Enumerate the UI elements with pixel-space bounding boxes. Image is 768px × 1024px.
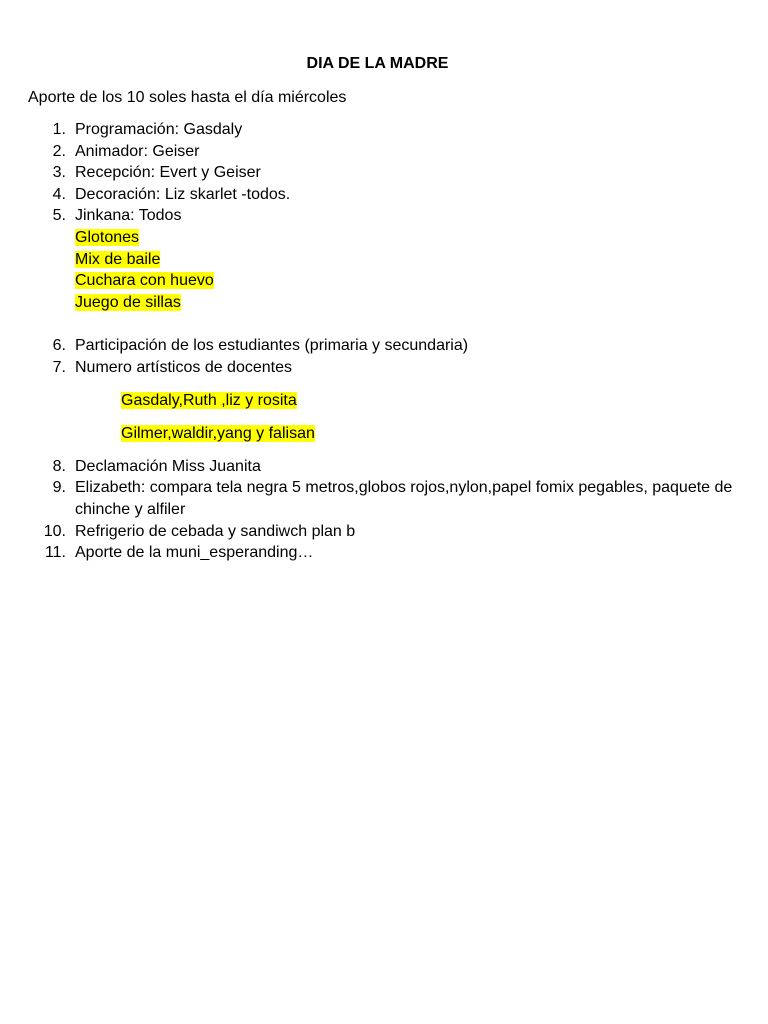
docentes-group (0, 423, 768, 445)
list-item (0, 119, 768, 141)
highlighted-text: Juego de sillas (75, 293, 181, 311)
page-title: DIA DE LA MADRE (306, 55, 449, 72)
list-item (0, 162, 768, 184)
list-item-text: Recepción: Evert y Geiser (75, 164, 261, 182)
list-number: 1. (52, 121, 66, 138)
highlighted-text: Mix de baile (75, 250, 161, 268)
task-list (0, 119, 768, 564)
list-item (0, 205, 768, 227)
highlighted-text: Gilmer,waldir,yang y falisan (121, 425, 315, 443)
list-number: 8. (52, 457, 66, 475)
list-number: 7. (52, 358, 66, 376)
list-number: 4. (52, 185, 66, 203)
list-item-text: Elizabeth: compara tela negra 5 metros,globos rojos,nylon,papel fomix pegables, paquete de chinche y alfiler (75, 479, 733, 518)
docentes-group (0, 390, 768, 412)
list-item-text: Aporte de la muni_esperanding… (75, 544, 314, 562)
list-item (0, 521, 768, 543)
spacer (0, 313, 768, 335)
list-number: 6. (52, 337, 66, 355)
list-item-text: Jinkana: Todos (75, 207, 182, 225)
list-item-text: Declamación Miss Juanita (75, 457, 261, 475)
list-item-text: Refrigerio de cebada y sandiwch plan b (75, 522, 356, 540)
list-item-text: Decoración: Liz skarlet -todos. (75, 185, 291, 203)
intro-text: Aporte de los 10 soles hasta el día miércoles (28, 89, 347, 106)
list-number: 11. (44, 544, 66, 562)
list-number: 3. (52, 164, 66, 182)
jinkana-game (0, 227, 768, 249)
list-item (0, 542, 768, 564)
list-item (0, 335, 768, 357)
list-number: 10. (43, 522, 66, 540)
highlighted-text: Cuchara con huevo (75, 272, 214, 290)
list-item-text: Animador: Geiser (75, 142, 200, 160)
list-item-text: Programación: Gasdaly (75, 121, 243, 138)
highlighted-text: Glotones (75, 228, 140, 246)
list-item (0, 141, 768, 163)
jinkana-game (0, 292, 768, 314)
list-item (0, 357, 768, 379)
highlighted-text: Gasdaly,Ruth ,liz y rosita (121, 391, 297, 409)
list-item-text: Participación de los estudiantes (primaria y secundaria) (75, 337, 469, 355)
jinkana-game (0, 249, 768, 271)
list-item (0, 184, 768, 206)
list-number: 2. (52, 142, 66, 160)
jinkana-game (0, 270, 768, 292)
list-item (0, 477, 768, 520)
list-item (0, 456, 768, 478)
list-item-text: Numero artísticos de docentes (75, 358, 292, 376)
list-number: 9. (52, 479, 66, 497)
list-number: 5. (52, 207, 66, 225)
